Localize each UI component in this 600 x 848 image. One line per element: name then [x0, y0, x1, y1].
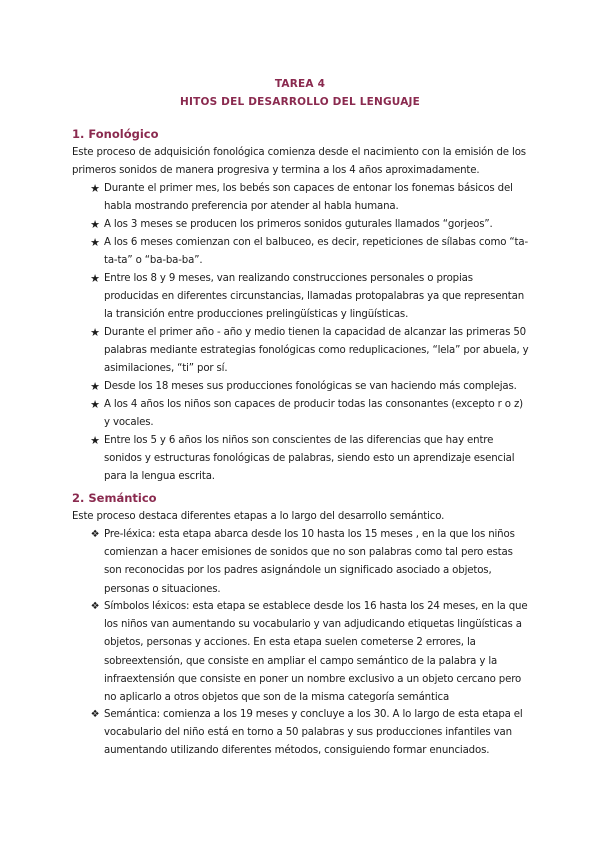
black-star-icon: ★: [90, 398, 100, 411]
black-star-icon: ★: [90, 326, 100, 339]
title-subject: HITOS DEL DESARROLLO DEL LENGUAJE: [179, 96, 420, 108]
four-diamond-icon: ❖: [90, 529, 100, 540]
black-star-icon: ★: [90, 380, 100, 393]
black-star-icon: ★: [90, 272, 100, 285]
list-item: ❖ Pre-léxica: esta etapa abarca desde los 10 hasta los 15 meses , en la que los niños comienzan a hacer emisiones de sonidos que no son palabras como tal pero estas son reconocidas por los padres asignándole un significado asociado a objetos, personas o situaciones.: [80, 526, 530, 599]
section-intro-semantico: Este proceso destaca diferentes etapas a lo largo del desarrollo semántico.: [72, 511, 445, 522]
black-star-icon: ★: [90, 218, 100, 231]
title-task: TAREA 4: [274, 78, 326, 90]
list-item: ★ Entre los 5 y 6 años los niños son conscientes de las diferencias que hay entre sonidos y estructuras fonológicas de palabras, siendo esto un aprendizaje esencial para la lengua escrita.: [90, 434, 515, 483]
section-intro-fonologico: Este proceso de adquisición fonológica comienza desde el nacimiento con la emisión de los primeros sonidos de manera progresiva y termina a los 4 años aproximadamente.: [72, 147, 526, 177]
black-star-icon: ★: [90, 182, 100, 195]
section-heading-fonologico: 1. Fonológico: [72, 127, 159, 141]
black-star-icon: ★: [90, 236, 100, 249]
list-item: ★ Durante el primer mes, los bebés son capaces de entonar los fonemas básicos del habla mostrando preferencia por atender al habla humana.: [90, 182, 513, 213]
section-heading-semantico: 2. Semántico: [72, 491, 157, 505]
list-item: ★ Desde los 18 meses sus producciones fonológicas se van haciendo más complejas.: [80, 378, 530, 396]
list-item: ★ Durante el primer año - año y medio tienen la capacidad de alcanzar las primeras 50 palabras mediante estrategias fonológicas como reduplicaciones, “lela” por abuela, y asimilaciones, “ti” por sí.: [90, 326, 529, 375]
four-diamond-icon: ❖: [90, 709, 100, 720]
document-title: [0, 75, 600, 111]
black-star-icon: ★: [90, 434, 100, 447]
list-item: ★ A los 3 meses se producen los primeros sonidos guturales llamados “gorjeos”.: [80, 216, 530, 234]
list-item: ★ A los 4 años los niños son capaces de producir todas las consonantes (excepto r o z) y vocales.: [90, 398, 524, 429]
list-item: ❖ Semántica: comienza a los 19 meses y concluye a los 30. A lo largo de esta etapa el vocabulario del niño está en torno a 50 palabras y sus producciones infantiles van aumentando utilizando diferentes métodos, consiguiendo formar enunciados.: [80, 706, 530, 761]
list-item: ❖ Símbolos léxicos: esta etapa se establece desde los 16 hasta los 24 meses, en la que los niños van aumentando su vocabulario y van adjudicando etiquetas lingüísticas a objetos, personas y acciones. En esta etapa suelen cometerse 2 errores, la sobreextensión, que consiste en ampliar el campo semántico de la palabra y la infraextensión que consiste en poner un nombre exclusivo a un objeto cercano pero no aplicarlo a otros objetos que son de la misma categoría semántica: [80, 598, 530, 707]
list-item: ★ Entre los 8 y 9 meses, van realizando construcciones personales o propias producidas en diferentes circunstancias, llamadas protopalabras ya que representan la transición entre producciones prelingüísticas y lingüísticas.: [90, 272, 524, 321]
list-item: ★ A los 6 meses comienzan con el balbuceo, es decir, repeticiones de sílabas como “ta-ta-ta” o “ba-ba-ba”.: [90, 236, 528, 267]
four-diamond-icon: ❖: [90, 601, 100, 612]
